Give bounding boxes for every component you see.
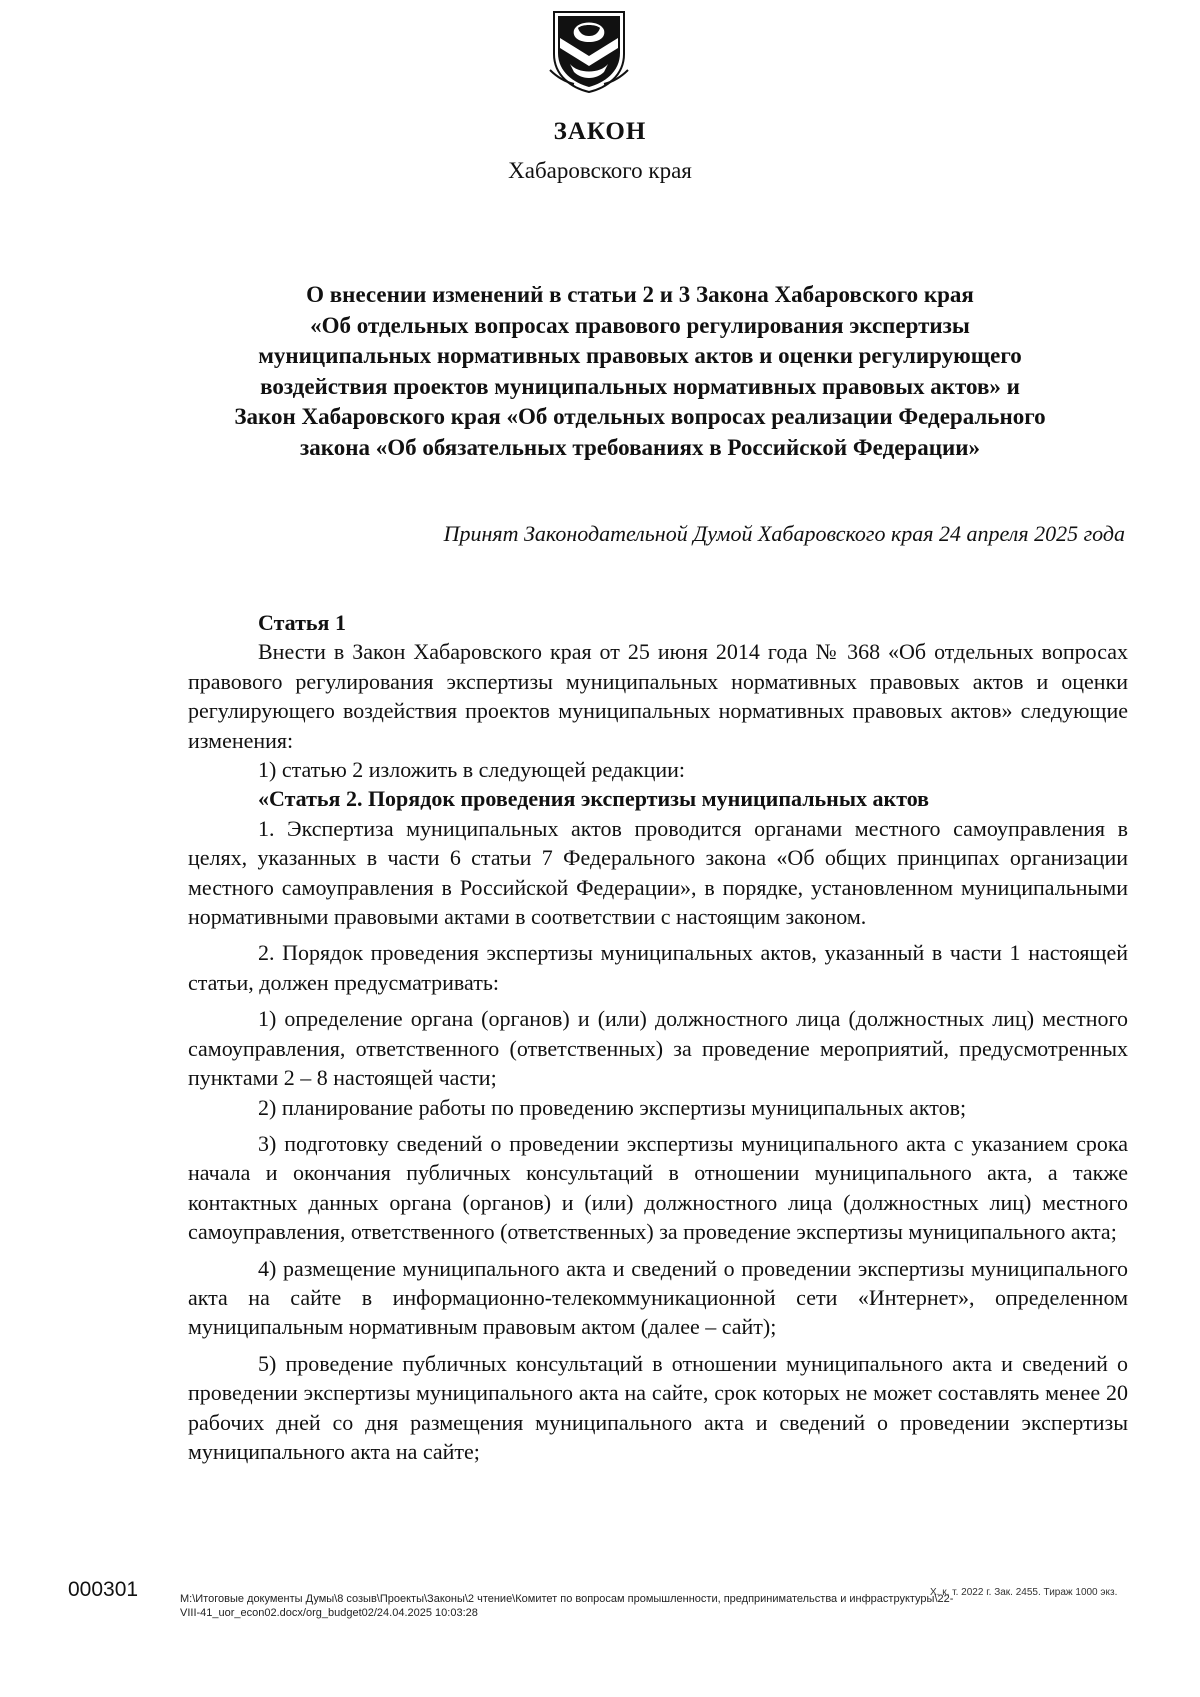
print-info: Х. к. т. 2022 г. Зак. 2455. Тираж 1000 экз. [930,1587,1118,1598]
heading-line: О внесении изменений в статьи 2 и 3 Закона Хабаровского края [306,282,974,307]
coat-of-arms-icon [548,8,630,94]
paragraph-1: 1. Экспертиза муниципальных актов проводится органами местного самоуправления в целях, указанных в части 6 статьи 7 Федерального закона «Об общих принципах организации местного самоуправления в Российской Федерации», в порядке, установленном муниципальными нормативными правовыми актами в соответствии с настоящим законом. [188,815,1128,930]
article-1-item-1: 1) статью 2 изложить в следующей редакции: [258,757,686,783]
law-title: ЗАКОН [553,118,647,145]
file-path-line: M:\Итоговые документы Думы\8 созыв\Проекты\Законы\2 чтение\Комитет по вопросам промышленности, предпринимательства и инфраструктуры\22- [180,1593,954,1605]
subitem-3: 3) подготовку сведений о проведении экспертизы муниципального акта с указанием срока начала и окончания публичных консультаций в отношении муниципального акта, а также контактных данных органа (органов) и (или) должностного лица (должностных лиц) местного самоуправления, ответственного (ответственных) за проведение экспертизы муниципального акта; [188,1130,1128,1245]
subitem-5: 5) проведение публичных консультаций в отношении муниципального акта и сведений о проведении экспертизы муниципального акта на сайте, срок которых не может составлять менее 20 рабочих дней со дня размещения муниципального акта и сведений о проведении экспертизы муниципального акта на сайте; [188,1350,1128,1464]
file-path-footer [180,1592,1130,1620]
heading-line: «Об отдельных вопросах правового регулирования экспертизы [310,312,970,338]
law-subtitle: Хабаровского края [508,158,692,183]
subitem-1: 1) определение органа (органов) и (или) должностного лица (должностных лиц) местного самоуправления, ответственного (ответственных) за проведение мероприятий, предусмотренных пунктами 2 – 8 настоящей части; [188,1006,1128,1091]
document-body [188,608,1128,1466]
subitem-2: 2) планирование работы по проведению экспертизы муниципальных актов; [258,1094,967,1120]
subitem-4: 4) размещение муниципального акта и сведений о проведении экспертизы муниципального акта на сайте в информационно-телекоммуникационной сети «Интернет», определенном муниципальным нормативным правовым актом (далее – сайт); [188,1255,1128,1340]
article-2-title: «Статья 2. Порядок проведения экспертизы муниципальных актов [258,786,930,812]
article-1-label: Статья 1 [258,610,346,635]
paragraph-2: 2. Порядок проведения экспертизы муниципальных актов, указанный в части 1 настоящей статьи, должен предусматривать: [188,940,1128,995]
file-path-line: VIII-41_uor_econ02.docx/org_budget02/24.04.2025 10:03:28 [180,1607,478,1619]
article-1-intro: Внести в Закон Хабаровского края от 25 июня 2014 года № 368 «Об отдельных вопросах правового регулирования экспертизы муниципальных нормативных правовых актов и оценки регулирующего воздействия проектов муниципальных нормативных правовых актов» следующие изменения: [188,639,1128,753]
document-code: 000301 [68,1578,139,1601]
heading-line: муниципальных нормативных правовых актов и оценки регулирующего [258,343,1022,368]
heading-line: закона «Об обязательных требованиях в Российской Федерации» [300,434,980,460]
document-heading [160,280,1120,463]
heading-line: Закон Хабаровского края «Об отдельных вопросах реализации Федерального [234,404,1046,429]
heading-line: воздействия проектов муниципальных нормативных правовых актов» и [260,373,1020,399]
adoption-note: Принят Законодательной Думой Хабаровского края 24 апреля 2025 года [443,521,1125,546]
